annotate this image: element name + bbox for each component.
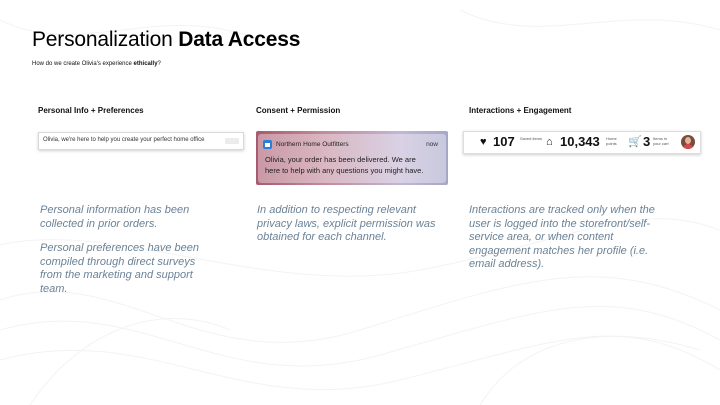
heading-interactions: Interactions + Engagement xyxy=(469,106,572,115)
notification-message-line: Olivia, your order has been delivered. We are xyxy=(265,155,416,164)
desc-line: privacy laws, explicit permission was xyxy=(257,217,436,230)
heading-personal-info: Personal Info + Preferences xyxy=(38,106,144,115)
stat-value: 10,343 xyxy=(560,134,600,149)
stat-label: Items in your cart xyxy=(653,136,669,146)
page-subtitle xyxy=(32,61,161,67)
push-notification xyxy=(256,131,448,185)
heading-consent: Consent + Permission xyxy=(256,106,341,115)
stat-label: Saved items xyxy=(520,136,543,141)
desc-line: Personal information has been xyxy=(40,204,190,216)
consent-description xyxy=(257,204,436,245)
cart-icon: 🛒 xyxy=(628,136,642,148)
desc-line: collected in prior orders. xyxy=(40,217,158,230)
personalized-banner xyxy=(38,132,244,150)
stat-value: 107 xyxy=(493,134,515,149)
banner-text: Olivia, we're here to help you create your perfect home office xyxy=(43,137,205,143)
notification-time: now xyxy=(426,141,438,148)
engagement-stats-bar xyxy=(463,131,701,154)
app-icon xyxy=(263,140,272,149)
subtitle-end: ? xyxy=(157,61,161,67)
notification-app-name: Northern Home Outfitters xyxy=(276,141,349,148)
desc-line: team. xyxy=(40,282,68,295)
desc-line: Interactions are tracked only when the xyxy=(469,204,655,216)
heart-icon: ♥ xyxy=(480,136,487,148)
subtitle-text: How do we create Olivia's experience xyxy=(32,61,134,67)
desc-line: In addition to respecting relevant xyxy=(257,204,416,216)
subtitle-emphasis: ethically xyxy=(133,61,158,67)
title-light: Personalization xyxy=(32,28,179,51)
preferences-description xyxy=(40,242,199,296)
stat-value: 3 xyxy=(643,134,651,149)
stat-label: Home points xyxy=(606,136,617,146)
home-points-icon: ⌂ xyxy=(546,136,553,148)
banner-tag xyxy=(225,138,239,144)
notification-message-line: here to help with any questions you might have. xyxy=(265,166,424,175)
desc-line: engagement matches her profile (i.e. xyxy=(469,244,649,257)
title-bold: Data Access xyxy=(178,28,301,51)
desc-line: Personal preferences have been xyxy=(40,242,199,254)
notification-card xyxy=(258,134,446,183)
desc-line: from the marketing and support xyxy=(40,269,193,281)
avatar xyxy=(681,135,695,149)
desc-line: compiled through direct surveys xyxy=(40,255,196,268)
page-title xyxy=(32,28,300,52)
desc-line: email address). xyxy=(469,258,545,270)
personal-info-description xyxy=(40,204,189,231)
desc-line: obtained for each channel. xyxy=(257,231,387,243)
desc-line: user is logged into the storefront/self- xyxy=(469,217,650,230)
desc-line: service area, or when content xyxy=(469,231,614,243)
interactions-description xyxy=(469,204,655,272)
